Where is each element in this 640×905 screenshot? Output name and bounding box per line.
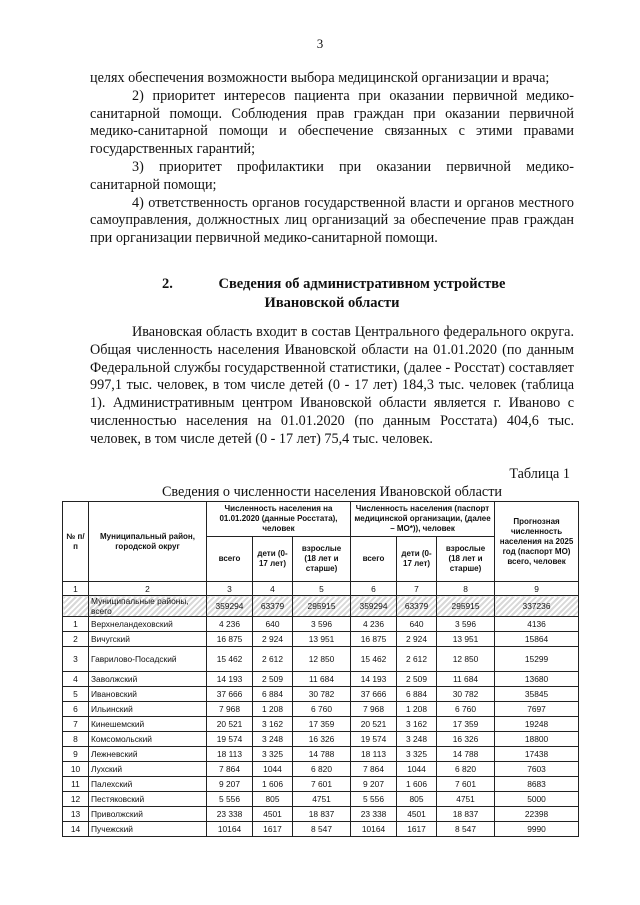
table-row [63, 777, 579, 792]
table-row [63, 647, 579, 672]
table-cell: 2 [63, 632, 89, 647]
section-title-line1: Сведения об административном устройстве [218, 276, 506, 292]
table-cell: 22398 [495, 807, 579, 822]
table-cell: Пучежский [89, 822, 207, 837]
table-cell: 37 666 [207, 687, 253, 702]
table-cell: 8683 [495, 777, 579, 792]
table-cell: 6 [63, 702, 89, 717]
table-label: Таблица 1 [509, 466, 570, 482]
table-cell: 7 864 [351, 762, 397, 777]
table-cell: Палехский [89, 777, 207, 792]
table-cell: 1044 [253, 762, 293, 777]
table-cell: 10 [63, 762, 89, 777]
table-cell: 640 [397, 617, 437, 632]
table-cell: 11 [63, 777, 89, 792]
table-cell: 14 193 [351, 672, 397, 687]
table-cell: 6 884 [397, 687, 437, 702]
table-cell: 7 968 [351, 702, 397, 717]
table-cell: 5 556 [207, 792, 253, 807]
table-cell: 18 113 [351, 747, 397, 762]
header-forecast: Прогнозная численность населения на 2025 год (паспорт МО) всего, человек [495, 502, 579, 582]
page-number: 3 [316, 36, 324, 51]
table-cell: 14 [63, 822, 89, 837]
table-cell: 6 884 [253, 687, 293, 702]
table-cell: 63379 [397, 596, 437, 617]
table-cell: 337236 [495, 596, 579, 617]
table-cell: 1 208 [253, 702, 293, 717]
table-cell: 3 162 [397, 717, 437, 732]
table-cell: 13 951 [437, 632, 495, 647]
table-cell: 1617 [253, 822, 293, 837]
table-cell: 3 596 [293, 617, 351, 632]
table-cell: 1 [63, 582, 89, 596]
table-cell: 12 850 [293, 647, 351, 672]
table-cell: 3 [207, 582, 253, 596]
table-cell: 2 612 [253, 647, 293, 672]
section-number: 2. [162, 276, 173, 292]
header-children: дети (0-17 лет) [253, 537, 293, 582]
table-cell: 30 782 [293, 687, 351, 702]
paragraph: Ивановская область входит в состав Центрального федерального округа. Общая численность населения Ивановской области на 01.01.2020 (по данным Федеральной службы государственной статистики, (далее - Росстат) составляет 997,1 тыс. человек, в том числе детей (0 - 17 лет) 184,3 тыс. человек (таблица 1). Административным центром Ивановской области является г. Иваново с численностью населения на 01.01.2020 (по данным Росстата) 404,6 тыс. человек, в том числе детей (0 - 17 лет) 75,4 тыс. человек. [90, 324, 574, 447]
paragraph: 3) приоритет профилактики при оказании первичной медико-санитарной помощи; [90, 158, 574, 193]
table-cell: 17 359 [437, 717, 495, 732]
population-table [62, 501, 579, 837]
table-row [63, 632, 579, 647]
table-cell: 23 338 [207, 807, 253, 822]
table-cell: 15864 [495, 632, 579, 647]
table-cell: 7 [63, 717, 89, 732]
table-row [63, 747, 579, 762]
header-rosstat: Численность населения на 01.01.2020 (данные Росстата), человек [207, 502, 351, 537]
paragraph: 2) приоритет интересов пациента при оказании первичной медико-санитарной помощи. Соблюдения прав граждан при оказании первичной медико-санитарной помощи и обеспечение связанных с этими правами государственных гарантий; [90, 87, 574, 158]
table-cell: 17438 [495, 747, 579, 762]
table-cell: 2 612 [397, 647, 437, 672]
table-cell: 20 521 [207, 717, 253, 732]
table-cell: 4 236 [207, 617, 253, 632]
table-cell: 3 [63, 647, 89, 672]
table-cell: 16 326 [437, 732, 495, 747]
table-cell: Верхнеландеховский [89, 617, 207, 632]
table-cell: 13680 [495, 672, 579, 687]
table-cell: 9 [63, 747, 89, 762]
table-cell: Заволжский [89, 672, 207, 687]
table-cell: 23 338 [351, 807, 397, 822]
intro-text [90, 324, 574, 449]
table-cell: 805 [253, 792, 293, 807]
table-cell: 18 837 [293, 807, 351, 822]
table-cell: 12 [63, 792, 89, 807]
table-cell: 1 [63, 617, 89, 632]
table-row [63, 617, 579, 632]
header-num: № п/п [63, 502, 89, 582]
table-cell: 2 924 [397, 632, 437, 647]
table-cell: 37 666 [351, 687, 397, 702]
table-cell: Вичугский [89, 632, 207, 647]
table-cell: 295915 [293, 596, 351, 617]
table-cell: 10164 [351, 822, 397, 837]
table-cell: 4751 [293, 792, 351, 807]
table-cell: 1 208 [397, 702, 437, 717]
header-adults: взрослые (18 лет и старше) [293, 537, 351, 582]
table-row [63, 807, 579, 822]
table-cell: 4751 [437, 792, 495, 807]
table-cell: 4136 [495, 617, 579, 632]
table-row [63, 687, 579, 702]
table-cell: 2 509 [253, 672, 293, 687]
table-row [63, 822, 579, 837]
header-district: Муниципальный район, городской округ [89, 502, 207, 582]
table-cell: 8 547 [437, 822, 495, 837]
table-cell: 6 760 [437, 702, 495, 717]
total-row [63, 596, 579, 617]
table-cell: 359294 [351, 596, 397, 617]
table-cell: 295915 [437, 596, 495, 617]
table-cell: 3 248 [397, 732, 437, 747]
table-cell: 14 788 [437, 747, 495, 762]
table-cell: 805 [397, 792, 437, 807]
table-cell: 63379 [253, 596, 293, 617]
table-cell: 7 [397, 582, 437, 596]
table-row [63, 702, 579, 717]
index-row [63, 582, 579, 596]
table-cell: 2 509 [397, 672, 437, 687]
table-cell: 14 788 [293, 747, 351, 762]
header-children-mo: дети (0-17 лет) [397, 537, 437, 582]
table-cell: 1 606 [397, 777, 437, 792]
table-cell: 7603 [495, 762, 579, 777]
table-row [63, 672, 579, 687]
table-cell: 5000 [495, 792, 579, 807]
list-paragraphs [90, 70, 574, 248]
table-cell: Кинешемский [89, 717, 207, 732]
table-cell: 13 [63, 807, 89, 822]
table-cell: 4501 [397, 807, 437, 822]
table-cell: 10164 [207, 822, 253, 837]
table-cell: 35845 [495, 687, 579, 702]
table-row [63, 792, 579, 807]
section-heading [90, 275, 574, 313]
table-cell: 5 [63, 687, 89, 702]
table-cell: 5 556 [351, 792, 397, 807]
table-cell: 18800 [495, 732, 579, 747]
table-cell: 3 325 [397, 747, 437, 762]
table-cell: 7697 [495, 702, 579, 717]
header-adults-mo: взрослые (18 лет и старше) [437, 537, 495, 582]
table-cell: 3 162 [253, 717, 293, 732]
table-cell: 7 601 [437, 777, 495, 792]
table-cell: Комсомольский [89, 732, 207, 747]
table-cell: 16 875 [207, 632, 253, 647]
table-cell: Ильинский [89, 702, 207, 717]
table-caption: Сведения о численности населения Ивановской области [161, 484, 503, 500]
table-cell: 11 684 [293, 672, 351, 687]
table-cell: 19 574 [207, 732, 253, 747]
table-cell: 3 248 [253, 732, 293, 747]
table-cell: 16 875 [351, 632, 397, 647]
table-cell: 9 [495, 582, 579, 596]
table-cell: 12 850 [437, 647, 495, 672]
table-row [63, 762, 579, 777]
table-cell: 1617 [397, 822, 437, 837]
header-mo: Численность населения (паспорт медицинской организации, (далее – МО*)), человек [351, 502, 495, 537]
table-cell: 3 325 [253, 747, 293, 762]
table-cell: 19248 [495, 717, 579, 732]
table-cell: 2 924 [253, 632, 293, 647]
table-cell: 4501 [253, 807, 293, 822]
table-cell: Приволжский [89, 807, 207, 822]
table-cell: 8 [63, 732, 89, 747]
paragraph: 4) ответственность органов государственной власти и органов местного самоуправления, должностных лиц организаций за обеспечение прав граждан при организации первичной медико-санитарной помощи. [90, 194, 574, 247]
header-total-mo: всего [351, 537, 397, 582]
table-cell: 15 462 [351, 647, 397, 672]
table-cell: 1 606 [253, 777, 293, 792]
section-title-line2: Ивановской области [264, 295, 400, 311]
header-total: всего [207, 537, 253, 582]
table-cell: 16 326 [293, 732, 351, 747]
table-cell [63, 596, 89, 617]
table-row [63, 717, 579, 732]
table-cell: Ивановский [89, 687, 207, 702]
paragraph: целях обеспечения возможности выбора медицинской организации и врача; [90, 70, 550, 86]
table-cell: 3 596 [437, 617, 495, 632]
table-cell: 6 [351, 582, 397, 596]
table-cell: Лухский [89, 762, 207, 777]
table-cell: 11 684 [437, 672, 495, 687]
table-cell: 4 [253, 582, 293, 596]
table-cell: 2 [89, 582, 207, 596]
table-cell: Гаврилово-Посадский [89, 647, 207, 672]
table-cell: 6 820 [293, 762, 351, 777]
table-cell: 14 193 [207, 672, 253, 687]
table-body [63, 582, 579, 837]
table-cell: 5 [293, 582, 351, 596]
table-cell: 20 521 [351, 717, 397, 732]
table-cell: 30 782 [437, 687, 495, 702]
table-cell: 9 207 [351, 777, 397, 792]
table-cell: Муниципальные районы, всего [89, 596, 207, 617]
table-cell: 4 [63, 672, 89, 687]
table-cell: 7 601 [293, 777, 351, 792]
table-cell: 18 113 [207, 747, 253, 762]
table-cell: 18 837 [437, 807, 495, 822]
table-cell: Пестяковский [89, 792, 207, 807]
table-cell: 9 207 [207, 777, 253, 792]
table-cell: 7 968 [207, 702, 253, 717]
table-cell: Лежневский [89, 747, 207, 762]
table-cell: 8 547 [293, 822, 351, 837]
table-cell: 6 820 [437, 762, 495, 777]
table-cell: 15299 [495, 647, 579, 672]
table-cell: 9990 [495, 822, 579, 837]
table-cell: 19 574 [351, 732, 397, 747]
table-cell: 17 359 [293, 717, 351, 732]
table-cell: 359294 [207, 596, 253, 617]
table-cell: 15 462 [207, 647, 253, 672]
table-cell: 7 864 [207, 762, 253, 777]
table-cell: 1044 [397, 762, 437, 777]
table-cell: 640 [253, 617, 293, 632]
table-row [63, 732, 579, 747]
table-cell: 6 760 [293, 702, 351, 717]
table-cell: 4 236 [351, 617, 397, 632]
table-cell: 13 951 [293, 632, 351, 647]
table-cell: 8 [437, 582, 495, 596]
